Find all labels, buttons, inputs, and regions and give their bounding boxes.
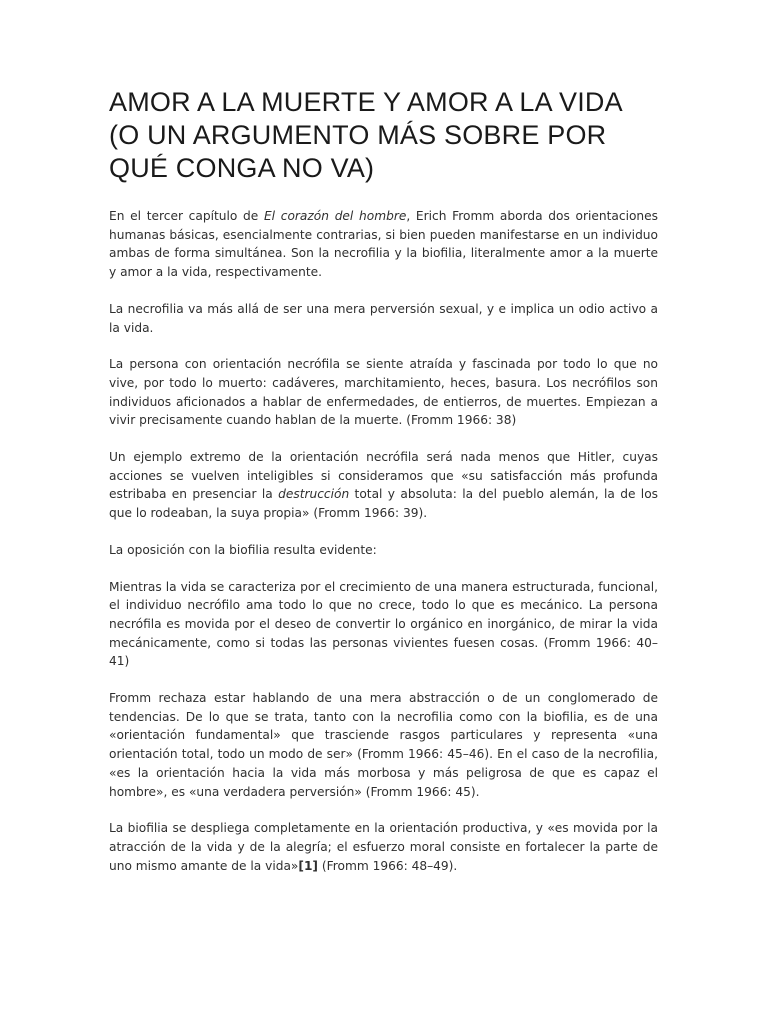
paragraph-intro	[109, 207, 658, 282]
paragraph-hitler	[109, 448, 658, 523]
paragraph-text: , Erich Fromm aborda dos orientaciones humanas básicas, esencialmente contrarias, si bien pueden manifestarse en un individuo ambas de forma simultánea. Son la necrofilia y la biofilia, literalmente amor a la muerte y amor a la vida, respectivamente.	[109, 209, 658, 280]
paragraph-text: La biofilia se despliega completamente en la orientación productiva, y «es movida por la atracción de la vida y de la alegría; el esfuerzo moral consiste en fortalecer la parte de uno mismo amante de la vida»	[109, 821, 658, 873]
emphasis-word: destrucción	[278, 487, 350, 502]
paragraph-necrofilia: La necrofilia va más allá de ser una mera perversión sexual, y e implica un odio activo a la vida.	[109, 301, 658, 335]
paragraph-oposicion: La oposición con la biofilia resulta evidente:	[109, 542, 377, 557]
quote-necrofila: La persona con orientación necrófila se siente atraída y fascinada por todo lo que no vive, por todo lo muerto: cadáveres, marchitamiento, heces, basura. Los necrófilos son individuos aficionados a hablar de enfermedades, de entierros, de muertes. Empiezan a vivir precisamente cuando hablan de la muerte. (Fromm 1966: 38)	[109, 357, 658, 428]
paragraph-text: total y absoluta: la del pueblo alemán, la de los que lo rodeaban, la suya propia» (Fromm 1966: 39).	[109, 487, 659, 521]
paragraph-text: En el tercer capítulo de	[109, 209, 264, 223]
quote-vida: Mientras la vida se caracteriza por el crecimiento de una manera estructurada, funcional, el individuo necrófilo ama todo lo que no crece, todo lo que es mecánico. La persona necrófila es movida por el deseo de convertir lo orgánico en inorgánico, de mirar la vida mecánicamente, como si todas las personas vivientes fuesen cosas. (Fromm 1966: 40–41)	[109, 579, 658, 669]
paragraph-text: Un ejemplo extremo de la orientación necrófila será nada menos que Hitler, cuyas acciones se vuelven inteligibles si consideramos que «su satisfacción más profunda estribaba en presenciar la	[109, 450, 658, 502]
paragraph-text: (Fromm 1966: 48–49).	[318, 858, 458, 873]
document-page	[109, 86, 658, 893]
paragraph-orientacion: Fromm rechaza estar hablando de una mera abstracción o de un conglomerado de tendencias. De lo que se trata, tanto con la necrofilia como con la biofilia, es de una «orientación fundamental» que trasciende rasgos particulares y representa «una orientación total, todo un modo de ser» (Fromm 1966: 45–46). En el caso de la necrofilia, «es la orientación hacia la vida más morbosa y más peligrosa de que es capaz el hombre», es «una verdadera perversión» (Fromm 1966: 45).	[109, 691, 658, 799]
book-title: El corazón del hombre	[263, 209, 407, 223]
footnote-link[interactable]: [1]	[298, 858, 318, 873]
paragraph-biofilia	[109, 819, 658, 875]
document-title: AMOR A LA MUERTE Y AMOR A LA VIDA (O UN ARGUMENTO MÁS SOBRE POR QUÉ CONGA NO VA)	[109, 87, 622, 183]
